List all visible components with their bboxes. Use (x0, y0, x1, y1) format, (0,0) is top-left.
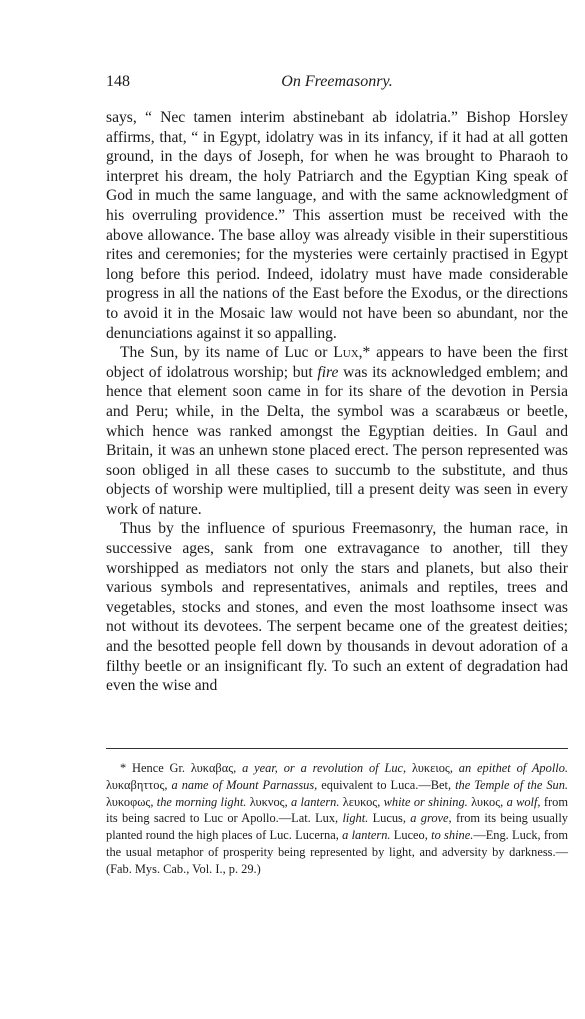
fn-t18: from its being usually planted round the high places of Luc. Lucerna, (106, 811, 568, 843)
fn-greek-1: λυκαβας (190, 761, 234, 775)
fn-t4: , (449, 761, 459, 775)
fn-t6: , (164, 777, 172, 792)
page-header (106, 73, 568, 95)
fn-t7: equivalent to Luca.—Bet, (317, 777, 456, 792)
fn-t17: Lucus, (368, 811, 411, 826)
fn-t11: , (284, 794, 292, 809)
fire-italic: fire (317, 363, 339, 381)
fn-t13: , (377, 794, 384, 809)
fn-italic-5: the morning light. (156, 794, 247, 809)
fn-italic-3: a name of Mount Parnassus, (171, 777, 318, 792)
fn-greek-7: λυκος (471, 794, 501, 809)
paragraph-2-text-b: * appears to have been the first object of idolatrous worship; but (106, 344, 568, 381)
paragraph-2 (106, 343, 568, 519)
fn-greek-5: λυκνος (249, 794, 285, 809)
fn-italic-8: a wolf, (506, 794, 541, 809)
fn-italic-2: an epithet of Apollo. (458, 761, 568, 775)
footnote (106, 760, 568, 878)
fn-greek-3: λυκαβηττος (106, 777, 165, 792)
footnote-text (106, 760, 568, 878)
paragraph-3 (106, 519, 568, 695)
footnote-divider (106, 748, 568, 749)
paragraph-3-text: Thus by the influence of spurious Freemasonry, the human race, in successive ages, sank from one extravagance to another, till they worshipped as mediators not only the stars and planets, but also their various symbols and representatives, animals and reptiles, trees and vegetables, stocks and stones, and even the most loathsome insect was not without its devotees. The serpent became one of the greatest deities; and the besotted people fell down by thousands in devout adoration of a filthy beetle or an insignificant fly. To such an extent of degradation had even the wise and (106, 520, 568, 695)
fn-italic-10: a grove, (410, 811, 452, 826)
fn-greek-4: λυκοφως (106, 794, 151, 809)
lux-small-caps: Lux, (333, 344, 363, 362)
paragraph-2-text-a: The Sun, by its name of Luc or (120, 344, 334, 362)
body-text (106, 108, 568, 696)
fn-t20: —Eng. Luck, from the usual metaphor of prosperity being represented by light, and adversity by darkness.—(Fab. Mys. Cab., Vol. I., p. 29.) (106, 828, 568, 876)
running-title: On Freemasonry. (281, 73, 393, 90)
paragraph-2-text-c: was its acknowledged emblem; and hence that element soon came in for its share of the devotion in Persia and Peru; while, in the Delta, the symbol was a scarabæus or beetle, which hence was ranked amongst the Egyptian deities. In Gaul and Britain, it was an unhewn stone placed erect. The person represented was soon obliged in all these cases to succumb to the substitute, and thus objects of worship were multiplied, till a present deity was seen in every work of nature. (106, 363, 568, 518)
fn-italic-6: a lantern. (291, 794, 340, 809)
fn-t16: from its being sacred to Luc or Apollo.—Lat. Lux, (106, 794, 568, 826)
fn-t2: , (233, 761, 243, 775)
fn-italic-9: light. (342, 811, 369, 826)
fn-greek-2: λυκειος (412, 761, 450, 775)
fn-t9: , (150, 794, 157, 809)
fn-t1: * Hence Gr. (120, 761, 191, 775)
paragraph-1 (106, 108, 568, 343)
fn-italic-12: to shine. (431, 828, 474, 843)
page-number: 148 (106, 73, 130, 90)
fn-italic-11: a lantern. (342, 828, 391, 843)
fn-t15: , (500, 794, 507, 809)
fn-t19: Luceo, (390, 828, 432, 843)
fn-greek-6: λευκος (342, 794, 378, 809)
fn-italic-4: the Temple of the Sun. (455, 777, 569, 792)
fn-italic-1: a year, or a revolution of Luc, (242, 761, 407, 775)
paragraph-1-text: says, “ Nec tamen interim abstinebant ab idolatria.” Bishop Horsley affirms, that, “ in Egypt, idolatry was in its infancy, if it had at all gotten ground, in the days of Joseph, for when he was brought to Pharaoh to interpret his dream, the holy Patriarch and the Egyptian King speak of God in much the same language, and with the same acknowledgment of his overruling providence.” This assertion must be received with the above allowance. The base alloy was already visible in their superstitious rites and ceremonies; for the mysteries were certainly practised in Egypt long before this period. Indeed, idolatry must have made considerable progress in all the nations of the East before the Exodus, or the directions to avoid it in the Mosaic law would not have been so abundant, nor the denunciations against it so appalling. (106, 109, 568, 342)
fn-italic-7: white or shining. (383, 794, 468, 809)
